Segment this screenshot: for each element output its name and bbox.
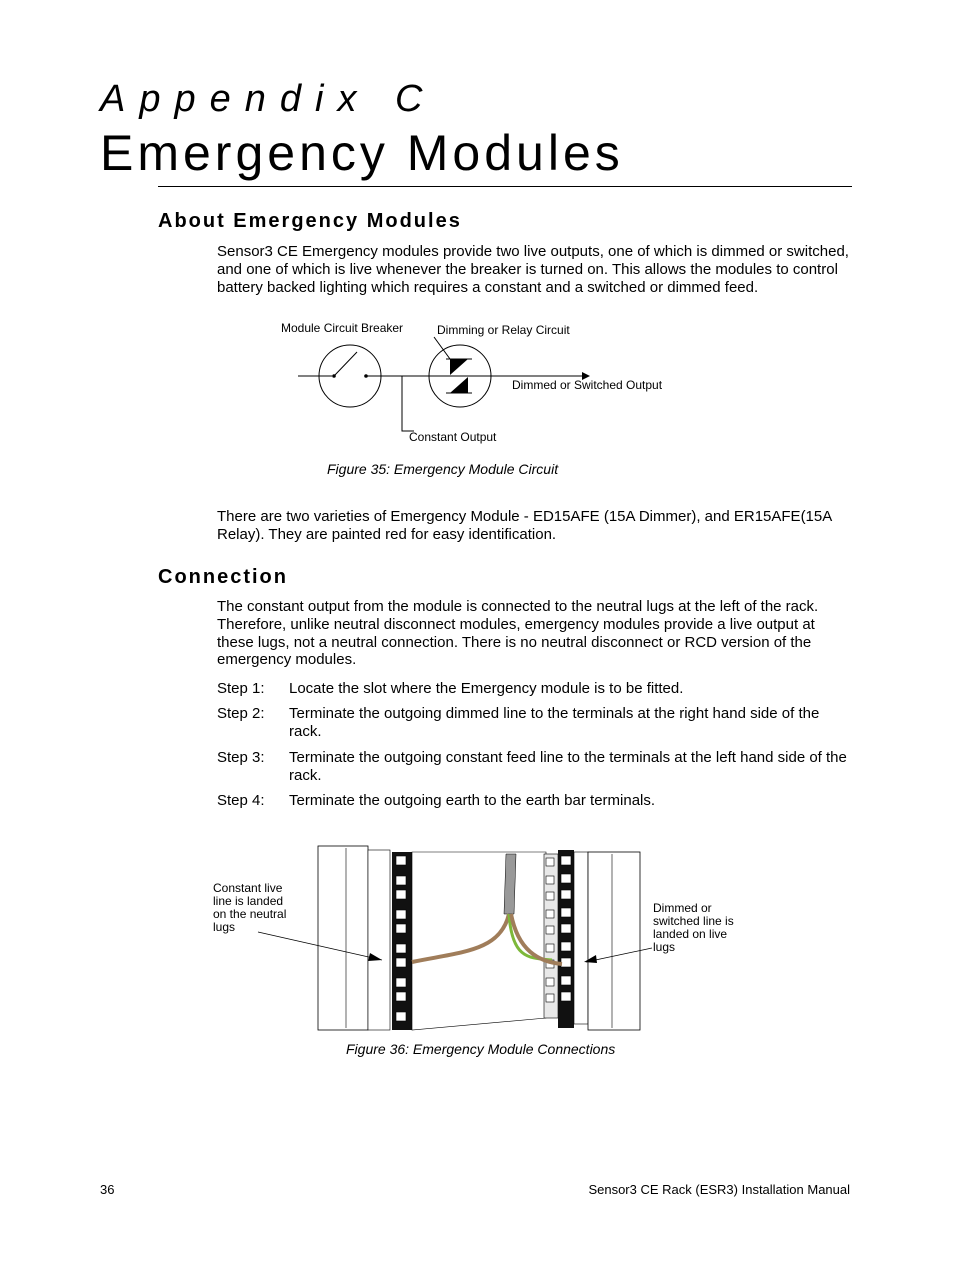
page-number: 36 xyxy=(100,1182,115,1197)
live-lug xyxy=(561,924,571,933)
right-callout-label xyxy=(653,901,737,954)
left-callout-line: line is landed xyxy=(213,894,284,908)
constant-output-line xyxy=(402,376,414,431)
right-rack-rail xyxy=(574,852,588,1024)
step-text: Terminate the outgoing dimmed line to the terminals at the right hand side of the rack. xyxy=(289,705,820,740)
right-rack-panel xyxy=(588,852,640,1030)
live-lug xyxy=(561,942,571,951)
cable-sheath xyxy=(504,854,516,914)
live-lug xyxy=(546,910,554,918)
right-callout-line: Dimmed or xyxy=(653,901,712,915)
neutral-lug xyxy=(396,856,406,865)
section-heading-about: About Emergency Modules xyxy=(158,210,462,232)
live-lug xyxy=(546,978,554,986)
neutral-lug xyxy=(396,1012,406,1021)
neutral-lug xyxy=(396,958,406,967)
left-callout-label xyxy=(213,881,290,934)
live-lug xyxy=(546,926,554,934)
live-lug xyxy=(546,892,554,900)
left-callout-line: Constant live xyxy=(213,881,283,895)
live-lug xyxy=(561,856,571,865)
centre-panel xyxy=(412,852,546,1030)
neutral-lug xyxy=(396,890,406,899)
figure-36-caption: Figure 36: Emergency Module Connections xyxy=(346,1041,616,1057)
left-callout-line: lugs xyxy=(213,920,236,934)
live-lug xyxy=(561,908,571,917)
varieties-paragraph: There are two varieties of Emergency Module - ED15AFE (15A Dimmer), and ER15AFE(15A Relay). They are painted red for easy identification. xyxy=(217,508,832,543)
neutral-lug xyxy=(396,992,406,1001)
emergency-module-circuit-diagram xyxy=(270,315,690,450)
label-dimming-relay-circuit: Dimming or Relay Circuit xyxy=(437,323,570,337)
left-rack-rail xyxy=(368,850,390,1030)
live-lug xyxy=(561,874,571,883)
neutral-lug xyxy=(396,924,406,933)
step-number: Step 1: xyxy=(217,680,265,697)
emergency-module-connections-diagram xyxy=(200,840,760,1040)
figure-35-caption: Figure 35: Emergency Module Circuit xyxy=(327,461,559,477)
step-text: Terminate the outgoing constant feed line to the terminals at the left hand side of the rack. xyxy=(289,749,847,784)
step-number: Step 3: xyxy=(217,749,265,766)
step-number: Step 2: xyxy=(217,705,265,722)
label-constant-output: Constant Output xyxy=(409,430,497,444)
left-rack-panel xyxy=(318,846,368,1030)
neutral-lug xyxy=(396,944,406,953)
neutral-lug xyxy=(396,876,406,885)
step-text: Locate the slot where the Emergency module is to be fitted. xyxy=(289,680,684,697)
title-divider xyxy=(158,186,852,187)
left-callout-line: on the neutral xyxy=(213,907,287,921)
live-lug xyxy=(546,876,554,884)
live-lug xyxy=(546,944,554,952)
live-lug xyxy=(561,976,571,985)
connection-paragraph: The constant output from the module is connected to the neutral lugs at the left of the rack. Therefore, unlike neutral disconnect modules, emergency modules provide a live output at these lugs, not a neutral connection. There is no neutral disconnect or RCD version of the emergency modules. xyxy=(217,598,819,669)
live-lug xyxy=(561,958,571,967)
right-callout-line: lugs xyxy=(653,940,676,954)
step-number: Step 4: xyxy=(217,792,265,809)
neutral-lug xyxy=(396,910,406,919)
label-module-circuit-breaker: Module Circuit Breaker xyxy=(281,321,404,335)
right-callout-line: landed on live xyxy=(653,927,728,941)
live-lug xyxy=(561,890,571,899)
live-lug xyxy=(561,992,571,1001)
label-dimmed-switched-output: Dimmed or Switched Output xyxy=(512,378,663,392)
section-heading-connection: Connection xyxy=(158,566,288,588)
live-lug xyxy=(546,994,554,1002)
page-title: Emergency Modules xyxy=(100,125,624,181)
step-text: Terminate the outgoing earth to the earth bar terminals. xyxy=(289,792,656,809)
appendix-label: Appendix C xyxy=(100,78,437,120)
neutral-lug xyxy=(396,978,406,987)
manual-title: Sensor3 CE Rack (ESR3) Installation Manual xyxy=(588,1182,850,1197)
about-paragraph: Sensor3 CE Emergency modules provide two live outputs, one of which is dimmed or switched, and one of which is live whenever the breaker is turned on. This allows the modules to control battery backed lighting which requires a constant and a switched or dimmed feed. xyxy=(217,243,849,296)
live-lug xyxy=(546,858,554,866)
right-callout-line: switched line is xyxy=(653,914,734,928)
breaker-contact-right xyxy=(364,374,368,378)
